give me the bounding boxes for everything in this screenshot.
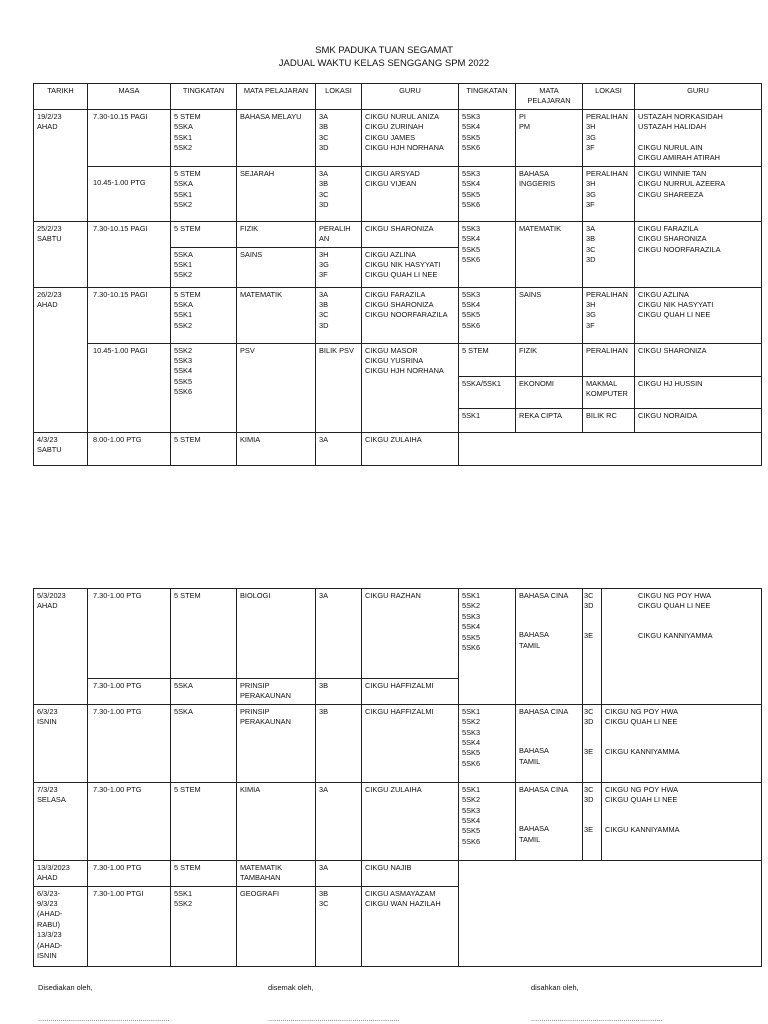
header-tingkatan: TINGKATAN (171, 84, 237, 110)
subject-cell: BIOLOGI (237, 589, 316, 679)
date-cell: 6/3/23 ISNIN (34, 704, 88, 782)
subject-cell: BAHASA MELAYU (237, 109, 316, 166)
teacher-cell: CIKGU RAZHAN (362, 589, 459, 679)
location-cell-2: 3A 3B 3C 3D (583, 221, 635, 287)
subject-cell-2: SAINS (516, 287, 583, 343)
time-cell: 7.30-10.15 PAGI (88, 287, 171, 343)
subject-cell: SEJARAH (237, 166, 316, 221)
school-name: SMK PADUKA TUAN SEGAMAT (315, 45, 453, 56)
form-cell: 5 STEM (171, 860, 237, 886)
teacher-cell: CIKGU ARSYAD CIKGU VIJEAN (362, 166, 459, 221)
location-cell-2: BILIK RC (583, 408, 635, 432)
location-cell: 3B (316, 704, 362, 782)
header-guru-2: GURU (635, 84, 762, 110)
table-row (34, 432, 762, 465)
timetable-part-2 (33, 588, 762, 967)
form-cell: 5SKA (171, 679, 237, 705)
document-header (0, 44, 768, 70)
subject-cell: KIMIA (237, 782, 316, 860)
empty-cell (459, 860, 762, 966)
location-cell: 3A 3B 3C 3D (316, 109, 362, 166)
subject-cell-2: PI PM (516, 109, 583, 166)
date-cell: 26/2/23 AHAD (34, 287, 88, 432)
subject-cell-2: BAHASA CINA BAHASA TAMIL (516, 704, 583, 782)
subject-cell-2: BAHASA INGGERIS (516, 166, 583, 221)
teacher-cell: CIKGU NAJIB (362, 860, 459, 886)
subject-cell: PSV (237, 343, 316, 432)
header-lokasi: LOKASI (316, 84, 362, 110)
teacher-cell: CIKGU HAFFIZALMI (362, 679, 459, 705)
form-cell-2: 5SK1 (459, 408, 516, 432)
table-row (34, 589, 762, 679)
location-cell: 3A (316, 432, 362, 465)
approved-by-label: disahkan oleh, (531, 983, 579, 992)
teacher-cell-2: CIKGU NG POY HWA CIKGU QUAH LI NEE CIKGU KANNIYAMMA (602, 782, 762, 860)
location-cell-2: 3C 3D 3E (583, 704, 602, 782)
teacher-cell: CIKGU SHARONIZA (362, 221, 459, 247)
document-title: JADUAL WAKTU KELAS SENGGANG SPM 2022 (278, 58, 490, 69)
approved-by-signature-line: ................................................................ (531, 1014, 663, 1023)
header-guru: GURU (362, 84, 459, 110)
location-cell: PERALIH AN (316, 221, 362, 247)
form-cell: 5 STEM 5SKA 5SK1 5SK2 (171, 109, 237, 166)
form-cell: 5 STEM 5SKA 5SK1 5SK2 (171, 287, 237, 343)
subject-cell: PRINSIP PERAKAUNAN (237, 704, 316, 782)
teacher-cell: CIKGU FARAZILA CIKGU SHARONIZA CIKGU NOORFARAZILA (362, 287, 459, 343)
table-row (34, 166, 762, 221)
time-cell: 10.45-1.00 PAGI (88, 343, 171, 432)
header-masa: MASA (88, 84, 171, 110)
subject-cell-2: EKONOMI (516, 376, 583, 408)
location-cell: 3H 3G 3F (316, 247, 362, 287)
location-cell-2: PERALIHAN 3H 3G 3F (583, 287, 635, 343)
location-cell-2: PERALIHAN (583, 343, 635, 376)
form-cell: 5SKA 5SK1 5SK2 (171, 247, 237, 287)
form-cell: 5 STEM (171, 221, 237, 247)
teacher-cell-2: CIKGU NG POY HWA CIKGU QUAH LI NEE CIKGU KANNIYAMMA (602, 589, 762, 705)
time-cell: 10.45-1.00 PTG (88, 166, 171, 221)
teacher-cell: CIKGU AZLINA CIKGU NIK HASYYATI CIKGU QUAH LI NEE (362, 247, 459, 287)
table-row (34, 860, 762, 886)
table-row (34, 109, 762, 166)
table-row (34, 343, 762, 376)
teacher-cell: CIKGU HAFFIZALMI (362, 704, 459, 782)
subject-cell-2: REKA CIPTA (516, 408, 583, 432)
timetable-part-1 (33, 83, 762, 466)
form-cell-2: 5SKA/5SK1 (459, 376, 516, 408)
location-cell: 3A 3B 3C 3D (316, 287, 362, 343)
time-cell: 7.30-1.00 PTG (88, 704, 171, 782)
date-cell: 6/3/23- 9/3/23 (AHAD- RABU) 13/3/23 (AHAD- ISNIN (34, 886, 88, 966)
location-cell: BILIK PSV (316, 343, 362, 432)
teacher-cell-2: CIKGU FARAZILA CIKGU SHARONIZA CIKGU NOORFARAZILA (635, 221, 762, 287)
location-cell-2: PERALIHAN 3H 3G 3F (583, 166, 635, 221)
subject-cell: GEOGRAFI (237, 886, 316, 966)
form-cell: 5 STEM 5SKA 5SK1 5SK2 (171, 166, 237, 221)
time-cell: 7.30-1.00 PTGI (88, 886, 171, 966)
header-tarikh: TARIKH (34, 84, 88, 110)
teacher-cell: CIKGU MASOR CIKGU YUSRINA CIKGU HJH NORHANA (362, 343, 459, 432)
teacher-cell-2: CIKGU NORAIDA (635, 408, 762, 432)
header-mata-pelajaran-2: MATA PELAJARAN (516, 84, 583, 110)
table-row (34, 782, 762, 860)
form-cell-2: 5SK3 5SK4 5SK5 5SK6 (459, 109, 516, 166)
table-row (34, 221, 762, 247)
date-cell: 13/3/2023 AHAD (34, 860, 88, 886)
subject-cell: PRINSIP PERAKAUNAN (237, 679, 316, 705)
subject-cell-2: BAHASA CINA BAHASA TAMIL (516, 589, 583, 705)
location-cell: 3B 3C (316, 886, 362, 966)
teacher-cell: CIKGU ASMAYAZAM CIKGU WAN HAZILAH (362, 886, 459, 966)
form-cell-2: 5SK1 5SK2 5SK3 5SK4 5SK5 5SK6 (459, 589, 516, 705)
subject-cell: MATEMATIK TAMBAHAN (237, 860, 316, 886)
time-cell: 7.30-10.15 PAGI (88, 221, 171, 287)
header-mata-pelajaran: MATA PELAJARAN (237, 84, 316, 110)
subject-cell-2: BAHASA CINA BAHASA TAMIL (516, 782, 583, 860)
time-cell: 7.30-1.00 PTG (88, 679, 171, 705)
header-lokasi-2: LOKASI (583, 84, 635, 110)
teacher-cell-2: USTAZAH NORKASIDAH USTAZAH HALIDAH CIKGU NURUL AIN CIKGU AMIRAH ATIRAH (635, 109, 762, 166)
form-cell-2: 5SK3 5SK4 5SK5 5SK6 (459, 221, 516, 287)
date-cell: 4/3/23 SABTU (34, 432, 88, 465)
header-tingkatan-2: TINGKATAN (459, 84, 516, 110)
form-cell: 5 STEM (171, 589, 237, 679)
form-cell-2: 5 STEM (459, 343, 516, 376)
form-cell: 5 STEM (171, 782, 237, 860)
location-cell: 3B (316, 679, 362, 705)
prepared-by-signature-line: ................................................................ (38, 1014, 170, 1023)
time-cell: 7.30-1.00 PTG (88, 860, 171, 886)
location-cell-2: 3C 3D 3E (583, 782, 602, 860)
date-cell: 25/2/23 SABTU (34, 221, 88, 287)
checked-by-label: disemak oleh, (268, 983, 314, 992)
time-cell: 7.30-10.15 PAGI (88, 109, 171, 166)
prepared-by-label: Disediakan oleh, (38, 983, 93, 992)
form-cell-2: 5SK3 5SK4 5SK5 5SK6 (459, 287, 516, 343)
form-cell: 5 STEM (171, 432, 237, 465)
subject-cell-2: MATEMATIK (516, 221, 583, 287)
teacher-cell-2: CIKGU SHARONIZA (635, 343, 762, 376)
subject-cell-2: FIZIK (516, 343, 583, 376)
form-cell: 5SKA (171, 704, 237, 782)
form-cell: 5SK1 5SK2 (171, 886, 237, 966)
location-cell: 3A (316, 782, 362, 860)
date-cell: 5/3/2023 AHAD (34, 589, 88, 705)
checked-by-signature-line: ................................................................ (268, 1014, 400, 1023)
location-cell-2: PERALIHAN 3H 3G 3F (583, 109, 635, 166)
teacher-cell: CIKGU ZULAIHA (362, 432, 459, 465)
subject-cell: KIMIA (237, 432, 316, 465)
teacher-cell-2: CIKGU AZLINA CIKGU NIK HASYYATI CIKGU QUAH LI NEE (635, 287, 762, 343)
subject-cell: MATEMATIK (237, 287, 316, 343)
time-cell: 7.30-1.00 PTG (88, 782, 171, 860)
time-cell: 7.30-1.00 PTG (88, 589, 171, 679)
location-cell: 3A 3B 3C 3D (316, 166, 362, 221)
teacher-cell: CIKGU ZULAIHA (362, 782, 459, 860)
form-cell-2: 5SK1 5SK2 5SK3 5SK4 5SK5 5SK6 (459, 704, 516, 782)
time-cell: 8.00-1.00 PTG (88, 432, 171, 465)
subject-cell: SAINS (237, 247, 316, 287)
subject-cell: FIZIK (237, 221, 316, 247)
location-cell: 3A (316, 860, 362, 886)
teacher-cell-2: CIKGU WINNIE TAN CIKGU NURRUL AZEERA CIKGU SHAREEZA (635, 166, 762, 221)
teacher-cell: CIKGU NURUL ANIZA CIKGU ZURINAH CIKGU JAMES CIKGU HJH NORHANA (362, 109, 459, 166)
location-cell-2: 3C 3D 3E (583, 589, 602, 705)
header-row (34, 84, 762, 110)
date-cell: 19/2/23 AHAD (34, 109, 88, 221)
location-cell-2: MAKMAL KOMPUTER (583, 376, 635, 408)
form-cell-2: 5SK1 5SK2 5SK3 5SK4 5SK5 5SK6 (459, 782, 516, 860)
table-row (34, 287, 762, 343)
empty-cell (459, 432, 762, 465)
location-cell: 3A (316, 589, 362, 679)
teacher-cell-2: CIKGU HJ HUSSIN (635, 376, 762, 408)
teacher-cell-2: CIKGU NG POY HWA CIKGU QUAH LI NEE CIKGU KANNIYAMMA (602, 704, 762, 782)
table-row (34, 704, 762, 782)
form-cell: 5SK2 5SK3 5SK4 5SK5 5SK6 (171, 343, 237, 432)
form-cell-2: 5SK3 5SK4 5SK5 5SK6 (459, 166, 516, 221)
date-cell: 7/3/23 SELASA (34, 782, 88, 860)
